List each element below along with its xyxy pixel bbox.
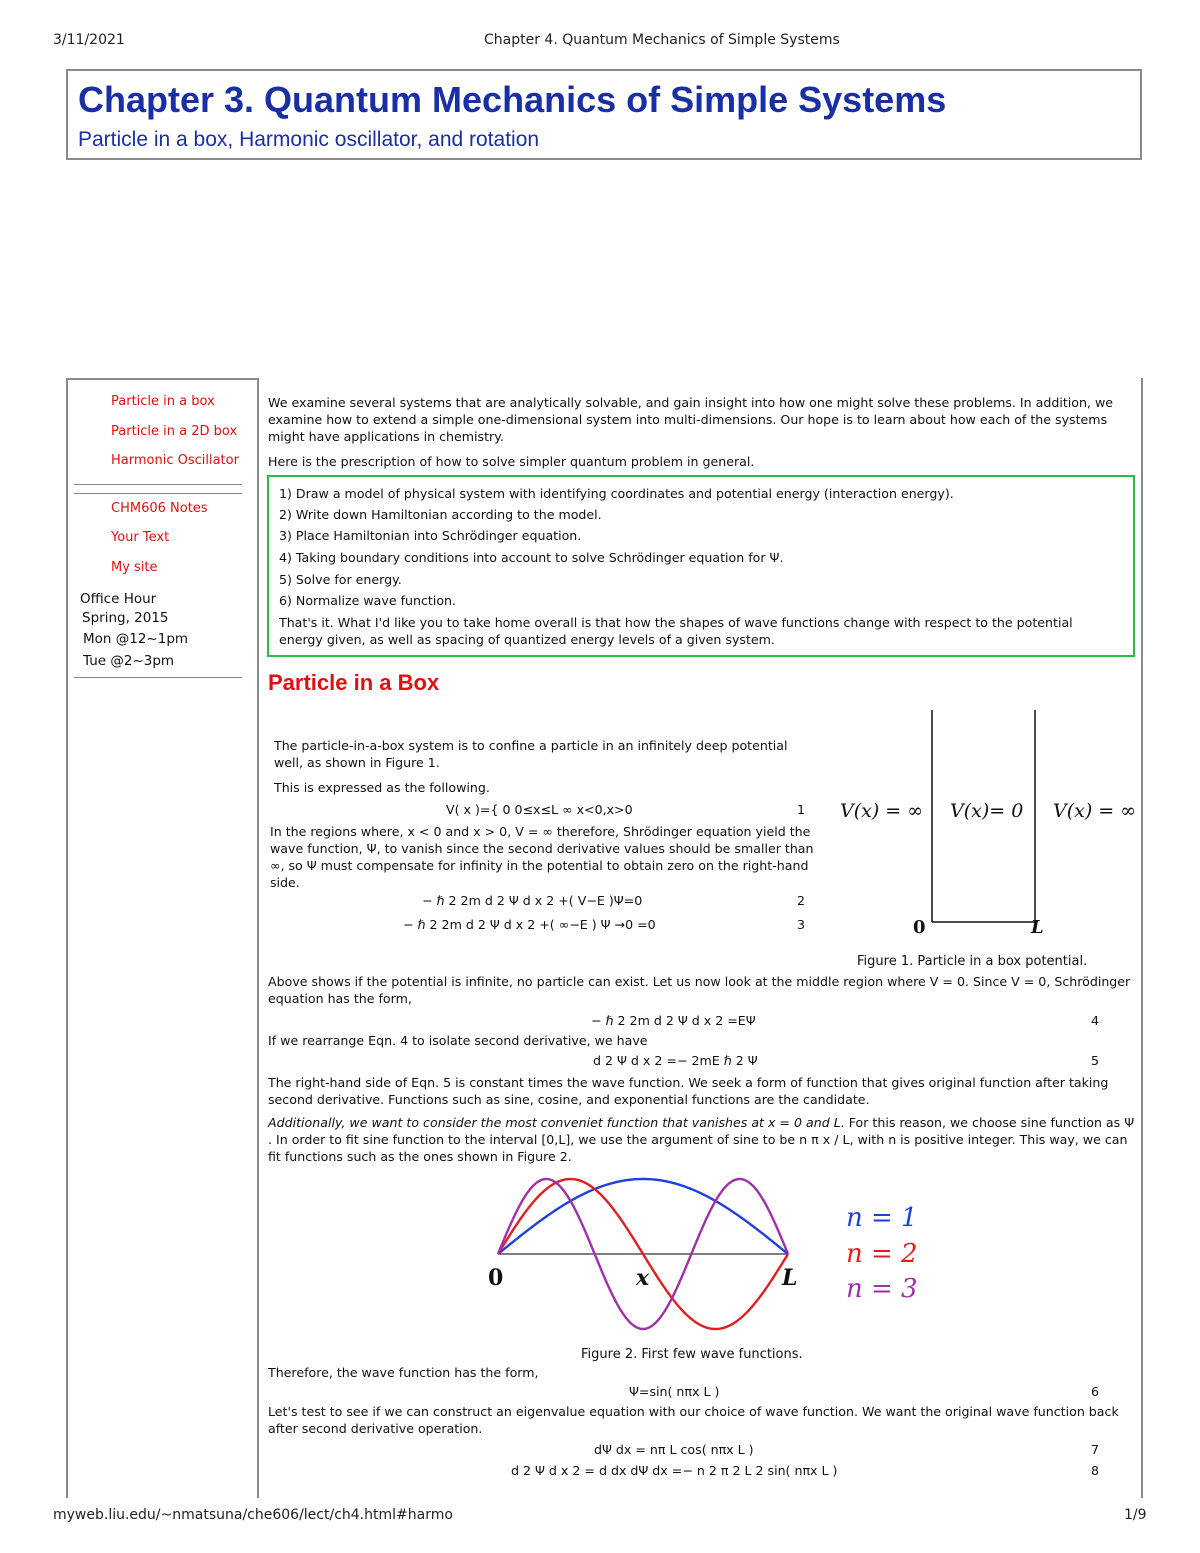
figure-1-end-label: L: [1031, 917, 1044, 938]
page-title: Chapter 3. Quantum Mechanics of Simple Systems: [78, 79, 947, 120]
section-paragraph: Above shows if the potential is infinite, no particle can exist. Let us now look at the middle region where V = 0. Since V = 0, Schrödinger equation has the form,: [268, 974, 1131, 1006]
equation-number: 4: [1091, 1013, 1100, 1028]
step-item: 1) Draw a model of physical system with identifying coordinates and potential energy (interaction energy).: [279, 486, 954, 501]
figure-2-x-label: x: [636, 1265, 650, 1291]
steps-box: [267, 475, 1135, 657]
figure-1-left-potential-label: V(x) = ∞: [840, 800, 924, 822]
wave-function-n1: [498, 1179, 788, 1254]
sidebar-link-chm606-notes[interactable]: CHM606 Notes: [111, 501, 208, 516]
equation-2: − ℏ 2 2m d 2 Ψ d x 2 +( V−E )Ψ=0: [422, 893, 643, 908]
figure-2-end-label: L: [782, 1265, 798, 1291]
sidebar-divider: [74, 677, 242, 678]
legend-n3: n = 3: [846, 1274, 918, 1304]
equation-8: d 2 Ψ d x 2 = d dx dΨ dx =− n 2 π 2 L 2 sin( nπx L ): [511, 1463, 838, 1478]
sidebar-link-harmonic-oscillator[interactable]: Harmonic Oscillator: [111, 453, 239, 468]
section-paragraph: Therefore, the wave function has the form,: [268, 1365, 539, 1380]
footer-url: myweb.liu.edu/~nmatsuna/che606/lect/ch4.html#harmo: [53, 1507, 453, 1523]
section-paragraph: Let's test to see if we can construct an eigenvalue equation with our choice of wave function. We want the original wave function back after second derivative operation.: [268, 1404, 1119, 1436]
step-item: 6) Normalize wave function.: [279, 593, 457, 608]
equation-number: 3: [797, 917, 806, 932]
equation-number: 2: [797, 893, 806, 908]
section-paragraph: The right-hand side of Eqn. 5 is constant times the wave function. We seek a form of function that gives original function after taking second derivative. Functions such as sine, cosine, and exponential functions are the candidate.: [268, 1075, 1109, 1107]
equation-4: − ℏ 2 2m d 2 Ψ d x 2 =EΨ: [591, 1013, 756, 1028]
sidebar-link-particle-in-a-box[interactable]: Particle in a box: [111, 394, 215, 409]
equation-7: dΨ dx = nπ L cos( nπx L ): [594, 1442, 754, 1457]
equation-3: − ℏ 2 2m d 2 Ψ d x 2 +( ∞−E ) Ψ →0 =0: [403, 917, 656, 932]
office-hour-slot-mon: Mon @12~1pm: [83, 631, 189, 647]
office-hour-slot-tue: Tue @2~3pm: [83, 653, 175, 669]
equation-number: 5: [1091, 1053, 1100, 1068]
paragraph-rest: For this reason, we choose sine function as Ψ . In order to fit sine function to the interval [0,L], we use the argument of sine to be n π x / L, with n is positive integer. This way, we can fit functions such as the ones shown in Figure 2.: [268, 1115, 1135, 1164]
title-banner: [66, 69, 1142, 160]
equation-6: Ψ=sin( nπx L ): [629, 1384, 720, 1399]
section-paragraph: This is expressed as the following.: [274, 780, 490, 795]
print-date: 3/11/2021: [53, 32, 125, 48]
equation-number: 7: [1091, 1442, 1100, 1457]
sidebar-link-your-text[interactable]: Your Text: [111, 530, 170, 545]
sidebar: [66, 378, 259, 1498]
figure-2-caption: Figure 2. First few wave functions.: [581, 1347, 803, 1362]
print-doc-title: Chapter 4. Quantum Mechanics of Simple Systems: [484, 32, 840, 48]
legend-n1: n = 1: [846, 1203, 918, 1233]
intro-prescription: Here is the prescription of how to solve simpler quantum problem in general.: [268, 454, 755, 469]
figure-1-caption: Figure 1. Particle in a box potential.: [857, 954, 1088, 969]
intro-paragraph: We examine several systems that are analytically solvable, and gain insight into how one might solve these problems. In addition, we examine how to extend a simple one-dimensional system into multi-dimensions. Our hope is to learn about how each of the systems might have applications in chemistry.: [268, 395, 1113, 444]
figure-2-origin-label: 0: [488, 1265, 504, 1291]
steps-closing: That's it. What I'd like you to take home overall is that how the shapes of wave functions change with respect to the potential energy given, as well as spacing of quantized energy levels of a given system.: [279, 615, 1073, 647]
italic-emphasis: Additionally, we want to consider the most conveniet function that vanishes at x = 0 and L.: [268, 1115, 845, 1130]
office-hour-term: Spring, 2015: [82, 610, 169, 626]
figure-1-potential-well: [830, 705, 1140, 945]
office-hour-heading: Office Hour: [80, 591, 157, 607]
sidebar-link-particle-in-2d-box[interactable]: Particle in a 2D box: [111, 424, 238, 439]
figure-1-middle-potential-label: V(x)= 0: [950, 800, 1024, 822]
figure-1-origin-label: 0: [913, 917, 926, 938]
equation-1: V( x )={ 0 0≤x≤L ∞ x<0,x>0: [446, 802, 633, 817]
section-paragraph: The particle-in-a-box system is to confine a particle in an infinitely deep potential well, as shown in Figure 1.: [274, 738, 788, 770]
content-right-border: [1141, 378, 1143, 1498]
equation-number: 6: [1091, 1384, 1100, 1399]
section-paragraph: In the regions where, x < 0 and x > 0, V = ∞ therefore, Shrödinger equation yield the wave function, Ψ, to vanish since the second derivative values should be smaller than ∞, so Ψ must compensate for infinity in the potential to obtain zero on the right-hand side.: [270, 824, 814, 890]
figure-2-wave-functions: [490, 1170, 800, 1340]
section-paragraph: [268, 1114, 1136, 1165]
legend-n2: n = 2: [846, 1239, 918, 1269]
step-item: 2) Write down Hamiltonian according to the model.: [279, 507, 602, 522]
step-item: 5) Solve for energy.: [279, 572, 402, 587]
sidebar-divider: [74, 484, 242, 485]
footer-page-number: 1/9: [1124, 1507, 1147, 1523]
step-item: 3) Place Hamiltonian into Schrödinger equation.: [279, 528, 582, 543]
page-subtitle: Particle in a box, Harmonic oscillator, and rotation: [78, 128, 540, 151]
sidebar-link-my-site[interactable]: My site: [111, 560, 158, 575]
equation-5: d 2 Ψ d x 2 =− 2mE ℏ 2 Ψ: [593, 1053, 758, 1068]
sidebar-divider: [74, 493, 242, 494]
equation-number: 1: [797, 802, 806, 817]
section-heading-particle-in-a-box: Particle in a Box: [268, 670, 440, 695]
step-item: 4) Taking boundary conditions into account to solve Schrödinger equation for Ψ.: [279, 550, 784, 565]
section-paragraph: If we rearrange Eqn. 4 to isolate second derivative, we have: [268, 1033, 648, 1048]
equation-number: 8: [1091, 1463, 1100, 1478]
figure-1-right-potential-label: V(x) = ∞: [1053, 800, 1137, 822]
